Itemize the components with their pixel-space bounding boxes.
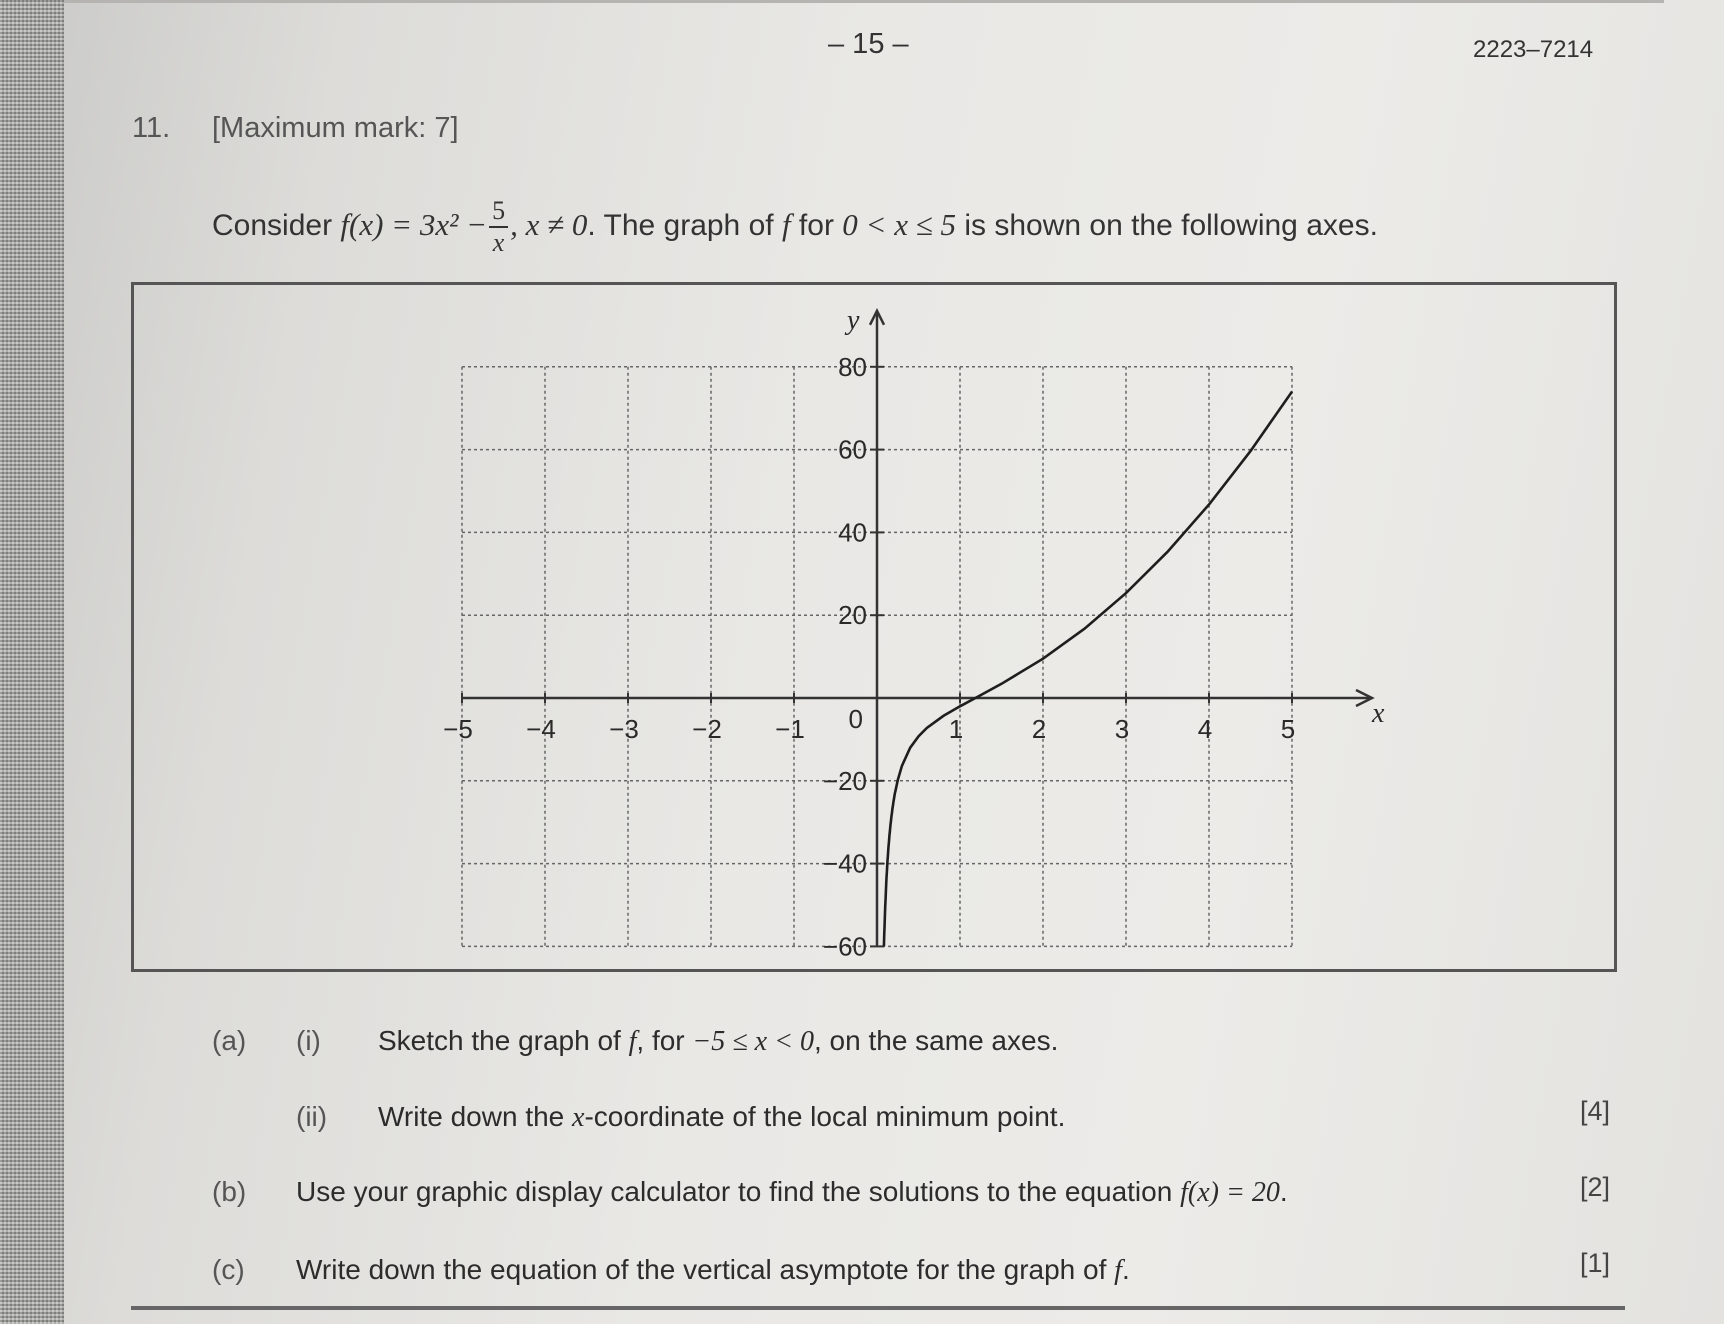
part-a-i-text-1: Sketch the graph of — [378, 1025, 621, 1056]
y-axis-label: y — [847, 304, 860, 336]
intro-range: 0 < x ≤ 5 — [842, 206, 956, 242]
bottom-rule — [131, 1306, 1625, 1310]
y-tick-label: 80 — [838, 351, 867, 382]
x-tick-label: −3 — [609, 714, 639, 744]
y-tick-label: −20 — [822, 765, 867, 796]
intro-text-2: . The graph of — [587, 208, 774, 242]
part-c-text-2: . — [1121, 1254, 1130, 1285]
part-a-i-text-2: , for — [636, 1025, 685, 1056]
part-a-marks: [4] — [1580, 1096, 1611, 1126]
part-b-marks: [2] — [1580, 1172, 1611, 1202]
part-a-i-range: −5 ≤ x < 0 — [692, 1026, 814, 1057]
part-a-ii-x: x — [572, 1102, 585, 1133]
x-tick-label: −1 — [775, 714, 805, 744]
x-tick-label: −4 — [526, 714, 556, 744]
part-a-i-label: (i) — [296, 1025, 321, 1056]
part-c-label: (c) — [212, 1254, 245, 1285]
y-tick-label: 60 — [838, 434, 867, 465]
fraction-numerator: 5 — [489, 196, 508, 228]
page-number: – 15 – — [828, 28, 909, 60]
x-tick-label: −5 — [443, 714, 473, 744]
intro-condition: , x ≠ 0 — [510, 206, 588, 242]
intro-text-4: is shown on the following axes. — [964, 208, 1378, 242]
paper-code: 2223–7214 — [1473, 36, 1594, 63]
part-c-text — [296, 1254, 1130, 1287]
x-tick-label: 2 — [1031, 714, 1047, 744]
question-number: 11. — [132, 112, 171, 144]
intro-text-1: Consider — [212, 208, 333, 242]
x-tick-label: 1 — [948, 714, 964, 744]
part-b-text-1: Use your graphic display calculator to find the solutions to the equation — [296, 1176, 1173, 1207]
x-tick-label: 5 — [1280, 714, 1296, 744]
intro-text-3: for — [798, 208, 834, 242]
intro-f: f — [781, 206, 791, 242]
part-b-text-2: . — [1279, 1176, 1288, 1207]
fraction-denominator: x — [492, 228, 505, 257]
y-tick-label: −60 — [822, 931, 867, 962]
part-a-ii-text — [378, 1101, 1065, 1134]
y-tick-label: 20 — [838, 600, 867, 631]
question-max-mark: [Maximum mark: 7] — [212, 112, 459, 144]
y-tick-label: −40 — [822, 848, 867, 879]
y-tick-label: 40 — [838, 517, 867, 548]
part-a-i-text-3: , on the same axes. — [814, 1025, 1059, 1056]
part-b-equation: f(x) = 20 — [1180, 1177, 1280, 1208]
intro-function: f(x) = 3x² − — [340, 206, 488, 242]
x-tick-label: 3 — [1114, 714, 1130, 744]
part-c-marks: [1] — [1580, 1248, 1611, 1278]
part-a-i-text — [378, 1025, 1058, 1058]
part-a-ii-text-2: -coordinate of the local minimum point. — [584, 1101, 1066, 1132]
axes — [462, 311, 1372, 947]
part-a-label: (a) — [212, 1025, 247, 1056]
x-tick-label: −2 — [692, 714, 722, 744]
part-a-ii-text-1: Write down the — [378, 1101, 565, 1132]
x-axis-label: x — [1372, 698, 1385, 729]
part-b-label: (b) — [212, 1176, 247, 1207]
part-c-f: f — [1114, 1255, 1122, 1286]
part-b-text — [296, 1176, 1288, 1209]
origin-label: 0 — [848, 704, 863, 734]
part-a-i-f: f — [628, 1026, 637, 1057]
x-tick-label: 4 — [1197, 714, 1213, 744]
part-a-ii-label: (ii) — [296, 1101, 328, 1132]
part-c-text-1: Write down the equation of the vertical asymptote for the graph of — [296, 1254, 1107, 1285]
